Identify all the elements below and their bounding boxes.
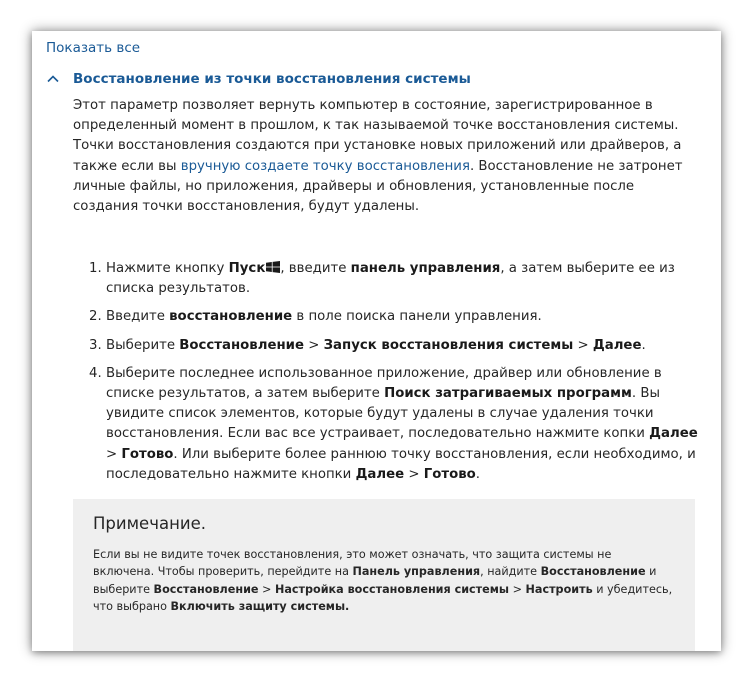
step-bold: Готово xyxy=(121,446,174,462)
note-title: Примечание. xyxy=(93,514,206,533)
note-bold: Восстановление xyxy=(540,565,646,579)
intro-text-1: Этот параметр позволяет вернуть компьютер в состояние, зарегистрированное в определенный момент в прошлом, к так называемой точке восстановления системы. Точки восстановления создаются при установке новых приложений или драйверов, а также если вы xyxy=(73,98,682,174)
step-text: в поле поиска панели управления. xyxy=(292,309,542,325)
step-bold: Готово xyxy=(423,466,476,482)
note-text: Если вы не видите точек восстановления, это может означать, что защита системы не включена. Чтобы проверить, перейдите на xyxy=(93,548,612,579)
note-text: и убедитесь, что выбрано xyxy=(93,582,673,613)
step-bold: Пуск xyxy=(228,261,266,276)
step-text: . xyxy=(641,337,646,353)
step-number: 4. xyxy=(89,365,102,381)
step-number: 2. xyxy=(89,309,102,325)
step-bold: Далее xyxy=(649,426,698,442)
note-text: > xyxy=(258,582,275,596)
step-text: > xyxy=(303,337,324,353)
note-bold: Восстановление xyxy=(153,582,259,596)
step-bold: восстановление xyxy=(169,309,293,325)
step-text: Выберите xyxy=(106,337,180,353)
note-box xyxy=(73,499,695,651)
step-bold: Далее xyxy=(592,337,642,353)
note-text: , найдите xyxy=(480,565,541,579)
step-number: 1. xyxy=(89,261,102,276)
step-bold: Поиск затрагиваемых программ xyxy=(384,386,632,402)
section-intro xyxy=(73,96,703,217)
note-text: и выберите xyxy=(93,565,657,596)
step-bold: Восстановление xyxy=(179,337,304,353)
step-text: Выберите последнее использованное приложение, драйвер или обновление в списке результатов, а затем выберите xyxy=(106,365,662,402)
chevron-up-icon xyxy=(46,72,60,86)
note-bold: Панель управления xyxy=(352,565,481,579)
step-text: Нажмите кнопку xyxy=(106,261,229,276)
note-text: > xyxy=(509,582,526,596)
step-text: > xyxy=(404,466,424,482)
windows-logo-icon xyxy=(266,261,280,273)
step-text: > xyxy=(106,446,122,462)
step-text: . xyxy=(475,466,480,482)
list-item xyxy=(89,259,709,299)
list-item xyxy=(89,336,709,356)
list-item xyxy=(89,307,709,327)
step-text: . Вы увидите список элементов, которые будут удалены в случае удаления точки восстановления. Если вас все устраивает, последовательно нажмите копки xyxy=(106,386,660,442)
create-restore-point-link[interactable]: вручную создаете точку восстановления xyxy=(180,158,470,174)
note-bold: Настройка восстановления системы xyxy=(275,582,510,596)
section-title: Восстановление из точки восстановления системы xyxy=(73,71,471,87)
section-header-toggle[interactable] xyxy=(46,71,471,87)
step-bold: Запуск восстановления системы xyxy=(323,337,574,353)
list-item xyxy=(89,364,709,485)
step-bold: Далее xyxy=(355,466,405,482)
step-text: , введите xyxy=(280,261,351,276)
note-bold: Включить защиту системы. xyxy=(170,599,350,613)
step-number: 3. xyxy=(89,337,102,353)
step-text: . Или выберите более раннюю точку восстановления, если необходимо, и последовательно нажмите кнопки xyxy=(106,446,696,482)
steps-list xyxy=(89,259,709,493)
step-text: Введите xyxy=(106,309,170,325)
note-body xyxy=(93,546,673,615)
step-bold: панель управления xyxy=(350,261,501,276)
help-article-window xyxy=(32,31,721,651)
show-all-link[interactable]: Показать все xyxy=(46,40,141,56)
intro-text-2: . Восстановление не затронет личные файлы, но приложения, драйверы и обновления, установленные после создания точки восстановления, будут удалены. xyxy=(73,158,683,215)
step-text: , а затем выберите ее из списка результатов. xyxy=(106,261,675,297)
note-bold: Настроить xyxy=(525,582,593,596)
step-text: > xyxy=(573,337,593,353)
